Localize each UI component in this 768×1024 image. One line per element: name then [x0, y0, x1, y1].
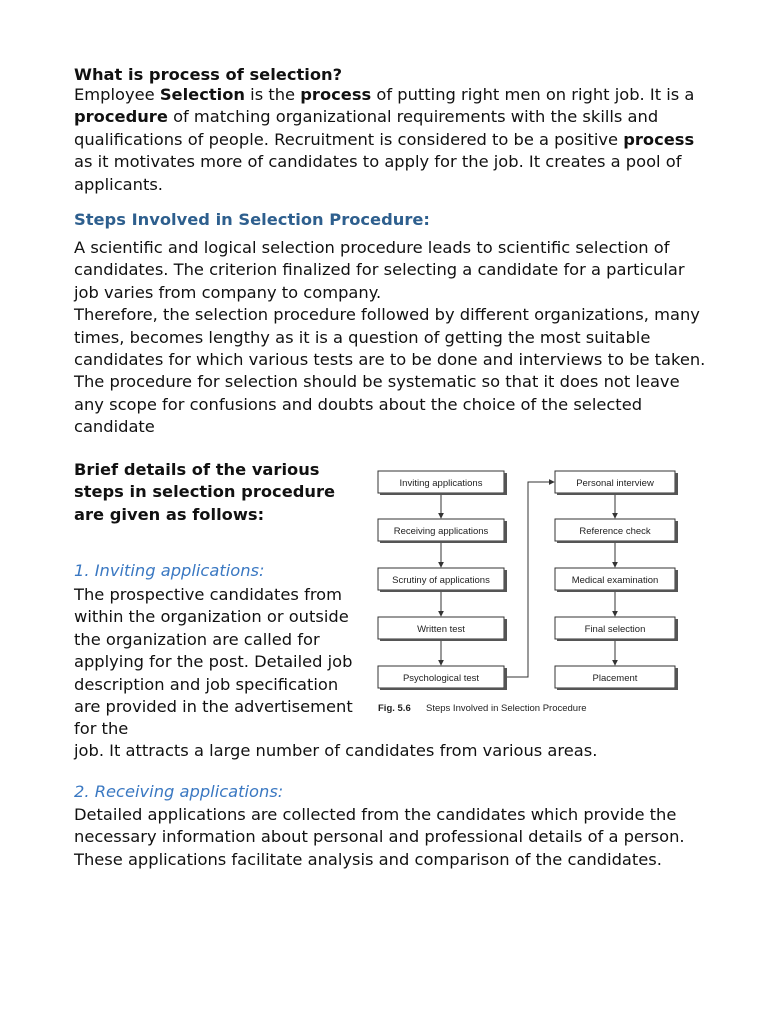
right-step-label-4: Final selection: [584, 624, 646, 635]
left-step-label-2: Receiving applications: [393, 526, 489, 537]
left-step-box-4: [378, 617, 507, 641]
left-step-label-5: Psychological test: [402, 673, 480, 684]
left-step-box-1: [378, 471, 507, 495]
right-step-label-3: Medical examination: [571, 575, 659, 586]
intro-bold-process: process: [300, 85, 372, 104]
steps-heading: Steps Involved in Selection Procedure:: [74, 210, 430, 229]
intro-text-5: as it motivates more of candidates to apply for the job. It creates a pool of applicants.: [74, 152, 682, 194]
section-1-text-a: The prospective candidates from within the organization or outside the organization are called for applying for the post. Detailed job description and job specification are provided in the advertisement for the: [74, 585, 353, 739]
intro-text-1: Employee: [74, 85, 160, 104]
intro-paragraph: [74, 84, 714, 196]
steps-paragraph-2: Therefore, the selection procedure followed by different organizations, many times, becomes lengthy as it is a question of getting the most suitable candidates for which various tests are to be done and interviews to be taken. The procedure for selection should be systematic so that it does not leave any scope for confusions and doubts about the choice of the selected candidate: [74, 305, 706, 437]
intro-bold-process-2: process: [623, 129, 695, 149]
right-step-box-3: [555, 568, 678, 592]
figure-caption-text: Steps Involved in Selection Procedure: [426, 703, 587, 714]
right-step-label-5: Placement: [592, 673, 638, 684]
left-step-label-4: Written test: [417, 624, 465, 635]
right-step-box-1: [555, 471, 678, 495]
brief-heading: Brief details of the various steps in selection procedure are given as follows:: [74, 460, 336, 524]
intro-text-3: of putting right men on right job. It is a: [371, 85, 695, 104]
steps-paragraph: [74, 237, 714, 439]
steps-paragraph-1: A scientific and logical selection procedure leads to scientific selection of candidates. The criterion finalized for selecting a candidate for a particular job varies from company to company.: [74, 238, 685, 302]
intro-text-2: is the: [245, 85, 301, 104]
right-step-box-4: [555, 617, 678, 641]
intro-bold-selection: Selection: [159, 85, 245, 104]
left-step-box-5: [378, 666, 507, 690]
figure-caption-label: Fig. 5.6: [378, 703, 411, 714]
right-step-box-2: [555, 519, 678, 543]
intro-bold-procedure: procedure: [74, 107, 168, 127]
connector-arrow: [507, 482, 554, 677]
left-step-box-3: [378, 568, 507, 592]
left-step-label-3: Scrutiny of applications: [392, 575, 490, 586]
section-1-heading: 1. Inviting applications:: [74, 561, 265, 580]
section-2-heading: 2. Receiving applications:: [74, 782, 284, 801]
intro-text-4: of matching organizational requirements with the skills and qualifications of people. Recruitment is considered to be a positive: [74, 107, 659, 149]
section-2-text: Detailed applications are collected from the candidates which provide the necessary information about personal and professional details of a person. These applications facilitate analysis and comparison of the candidates.: [74, 805, 685, 869]
right-step-label-2: Reference check: [579, 526, 651, 537]
left-step-box-2: [378, 519, 507, 543]
question-heading: What is process of selection?: [74, 65, 343, 84]
right-step-label-1: Personal interview: [576, 478, 654, 489]
section-1-text-b: job. It attracts a large number of candidates from various areas.: [74, 741, 598, 760]
left-step-label-1: Inviting applications: [399, 478, 483, 489]
selection-procedure-figure: [370, 458, 690, 720]
right-step-box-5: [555, 666, 678, 690]
